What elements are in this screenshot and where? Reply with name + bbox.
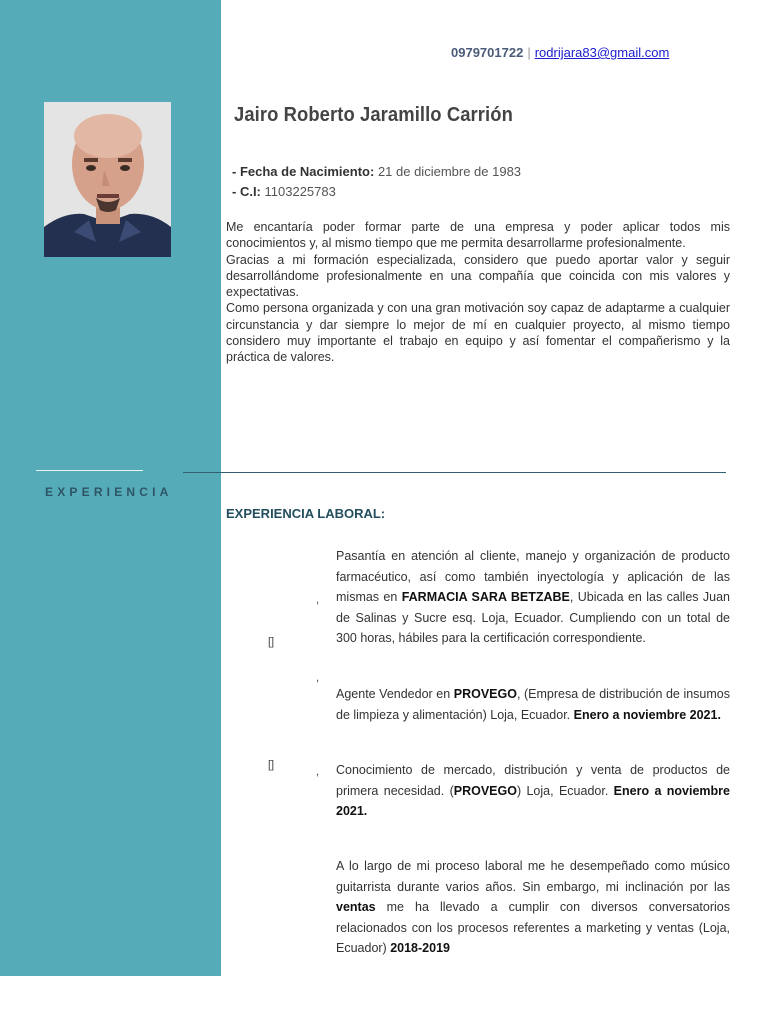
entry-dates: Enero a noviembre 2021. (336, 783, 730, 819)
entry-text: A lo largo de mi proceso laboral me he desempeñado como músico guitarrista durante varios años. Sin embargo, mi inclinación por las (336, 859, 730, 894)
section-divider (183, 472, 726, 473)
intro-paragraph: Gracias a mi formación especializada, considero que puedo aportar valor y seguir desarrollándome profesionalmente en una compañía que coincida con mis valores y expectativas. (226, 252, 730, 300)
entry-dates: 2018-2019 (390, 941, 450, 956)
intro-paragraph: Como persona organizada y con una gran motivación soy capaz de adaptarme a cualquier circunstancia y dar siempre lo mejor de mí en cualquier proyecto, al mismo tiempo considero muy importante el trabajo en equipo y así fomentar el compañerismo y la práctica de valores. (226, 301, 730, 365)
bullet-mark: [] (268, 759, 275, 771)
bullet-mark: , (316, 766, 320, 778)
entry-company: PROVEGO (453, 783, 517, 798)
bullet-mark: , (316, 672, 320, 684)
experience-entry (336, 760, 730, 822)
experience-entry (336, 856, 730, 959)
portrait-image (44, 102, 171, 257)
bullet-mark: [] (268, 636, 275, 648)
id-label: - C.I: (232, 184, 261, 199)
profile-photo (44, 102, 171, 257)
contact-line (451, 45, 669, 60)
bullet-mark: , (316, 594, 320, 606)
id-value: 1103225783 (264, 184, 336, 199)
intro-paragraph: Me encantaría poder formar parte de una empresa y poder aplicar todos mis conocimientos y, al mismo tiempo que me permita desarrollarme profesionalmente. (226, 220, 730, 251)
entry-text: me ha llevado a cumplir con diversos conversatorios relacionados con los procesos referentes a marketing y ventas (Loja, Ecuador) (336, 900, 730, 956)
id-row (232, 182, 521, 202)
sidebar-divider (36, 470, 143, 471)
entry-highlight: ventas (336, 900, 376, 915)
candidate-name: Jairo Roberto Jaramillo Carrión (234, 104, 513, 126)
entry-text: , (Empresa de distribución de insumos de limpieza y alimentación) Loja, Ecuador. (336, 687, 730, 722)
experience-entry (336, 546, 730, 649)
email-link[interactable]: rodrijara83@gmail.com (534, 45, 670, 60)
birth-date-value: 21 de diciembre de 1983 (377, 164, 522, 179)
intro-summary (226, 219, 730, 366)
entry-text: ) Loja, Ecuador. (516, 783, 614, 798)
entry-dates: Enero a noviembre 2021. (573, 707, 721, 722)
birth-date-row (232, 162, 521, 182)
section-title: EXPERIENCIA LABORAL: (226, 506, 386, 521)
sidebar-section-title: EXPERIENCIA (45, 485, 173, 499)
experience-entry (336, 684, 730, 725)
entry-company: FARMACIA SARA BETZABE (401, 590, 570, 605)
birth-date-label: - Fecha de Nacimiento: (232, 164, 375, 179)
phone-number: 0979701722 (451, 45, 524, 60)
entry-text: , Ubicada en las calles Juan de Salinas y Sucre esq. Loja, Ecuador. Cumpliendo con un total de 300 horas, hábiles para la certificación correspondiente. (336, 590, 730, 646)
entry-text: Agente Vendedor en (336, 687, 454, 701)
contact-separator: | (527, 45, 531, 60)
entry-company: PROVEGO (453, 687, 517, 701)
personal-facts (232, 162, 521, 202)
entry-text: Pasantía en atención al cliente, manejo y organización de producto farmacéutico, así como también inyectología y aplicación de las mismas en (336, 549, 730, 605)
entry-text: Conocimiento de mercado, distribución y venta de productos de primera necesidad. ( (336, 763, 730, 798)
